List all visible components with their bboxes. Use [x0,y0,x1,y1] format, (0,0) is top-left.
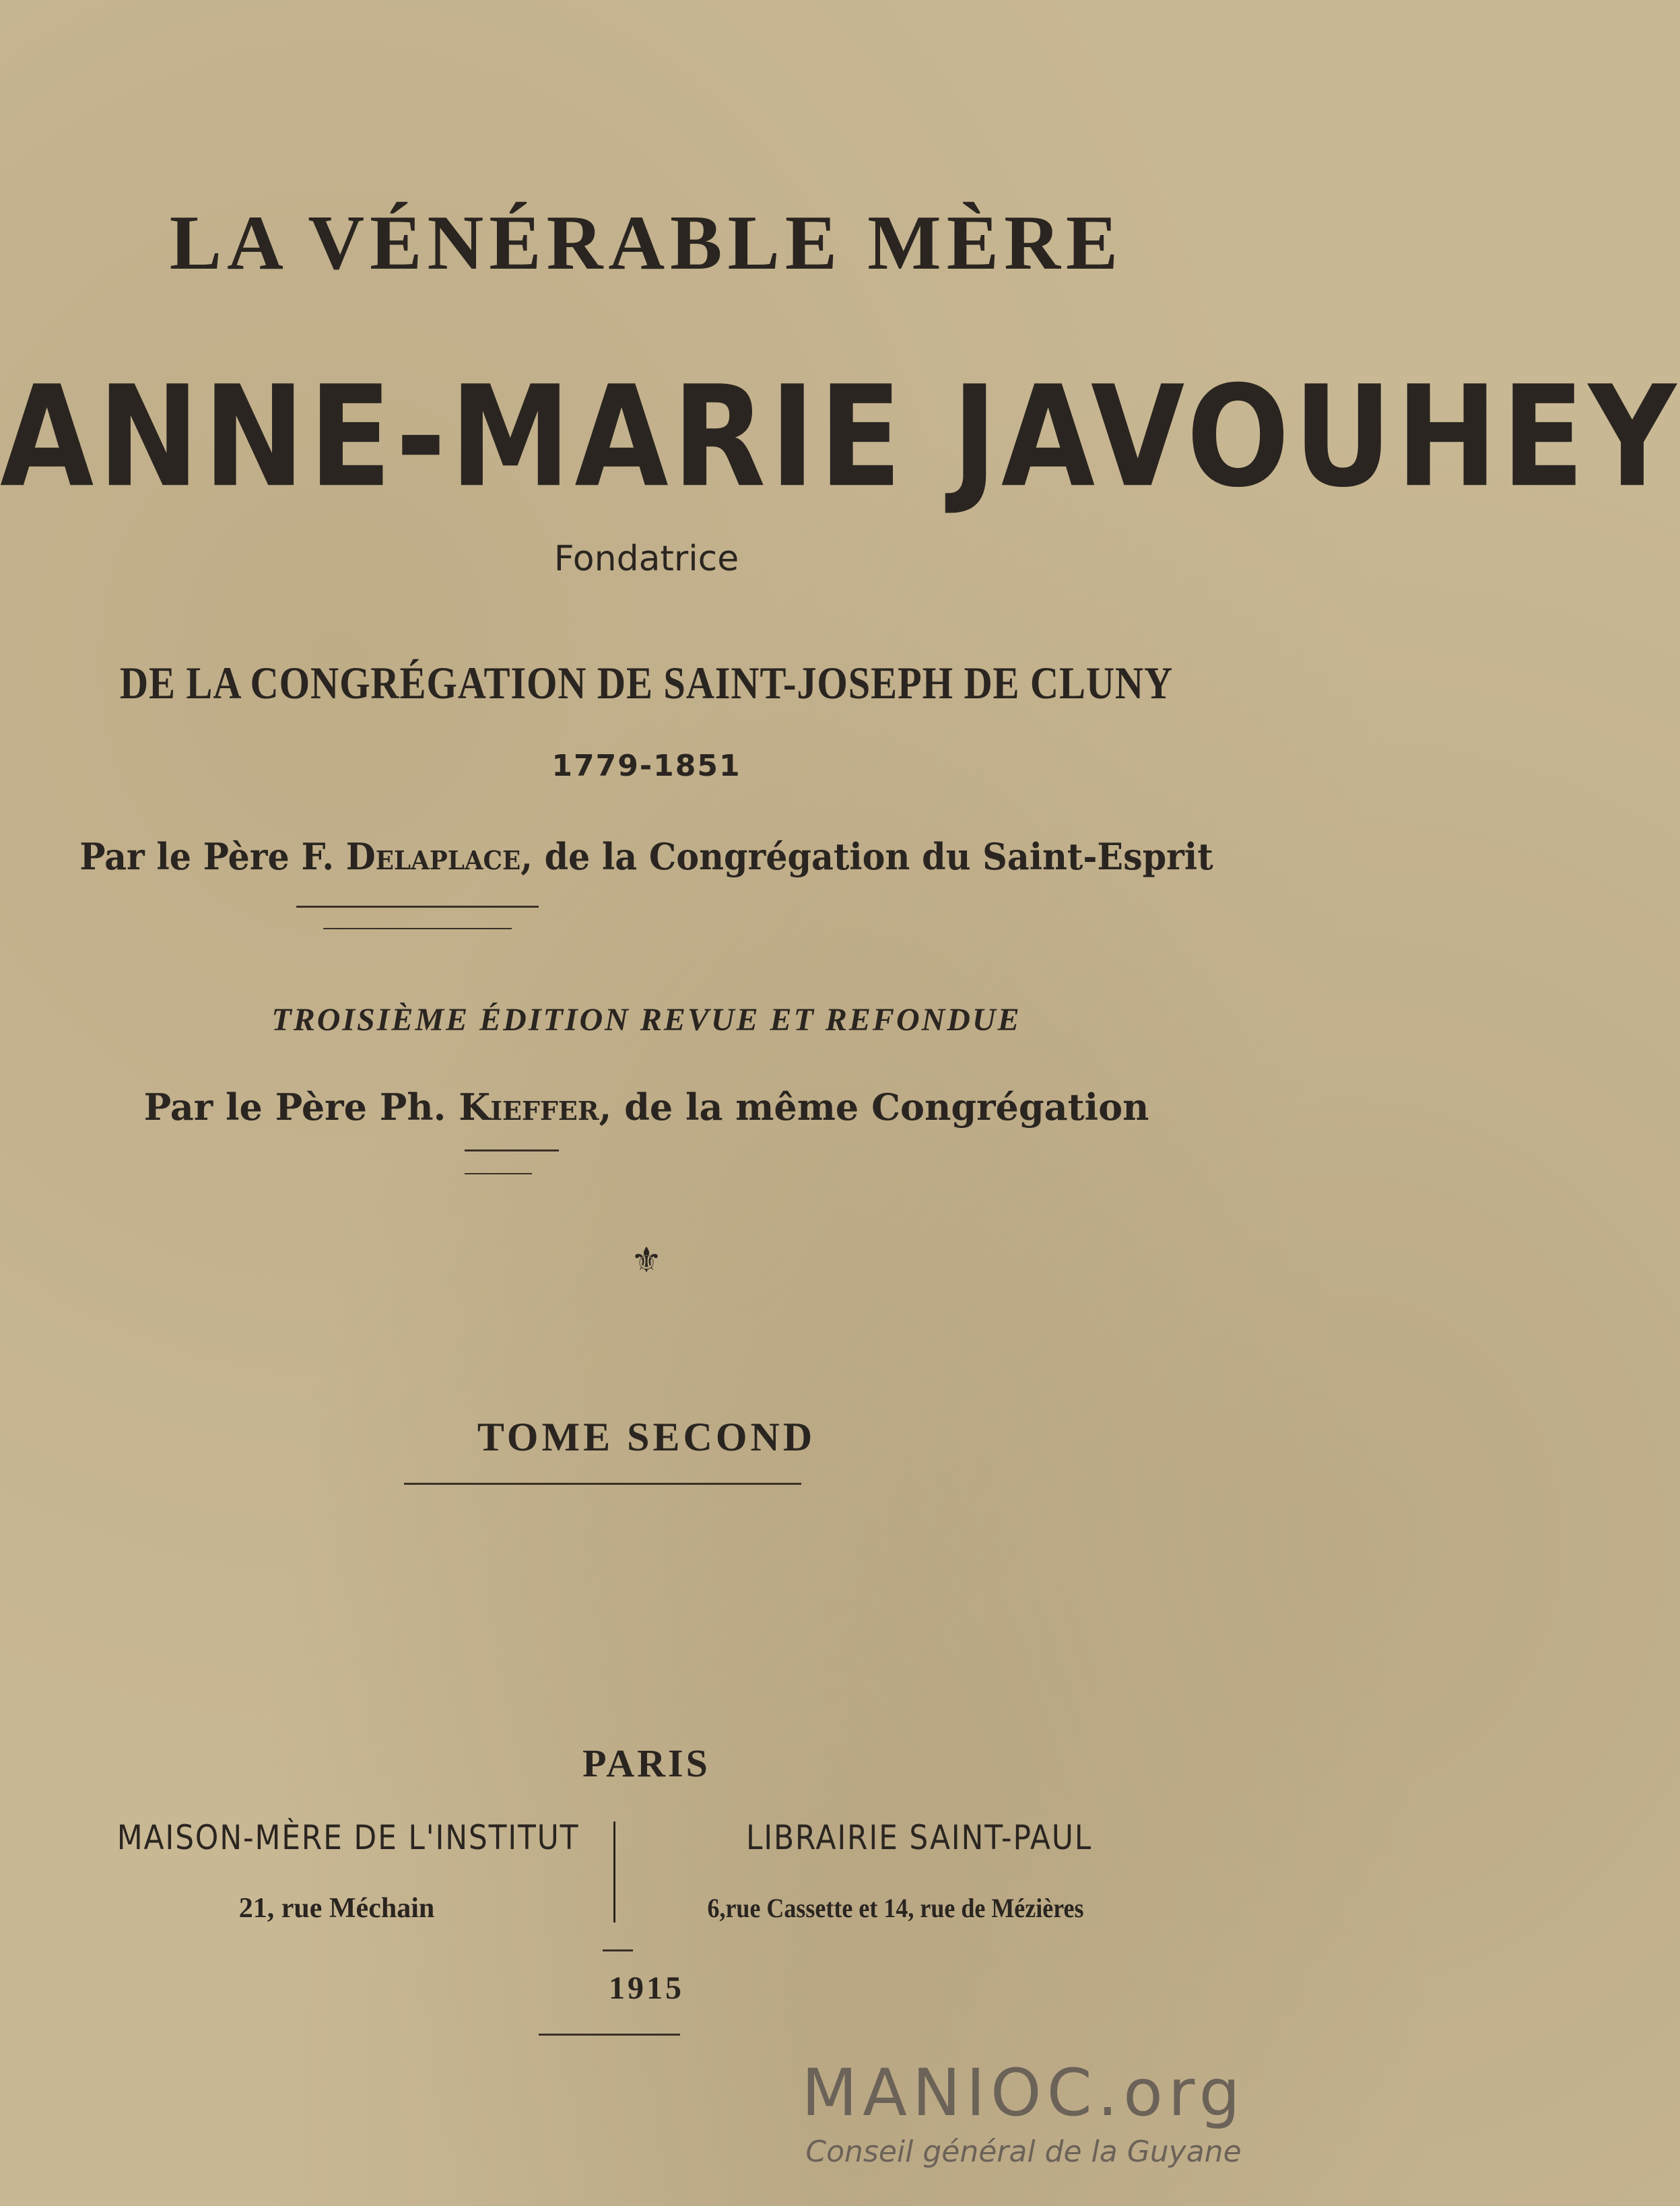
underline-rule [465,1173,532,1174]
publisher-city: PARIS [582,1741,710,1785]
publisher-right-address: 6,rue Cassette et 14, rue de Mézières [707,1893,1084,1923]
author-name: Delaplace [345,835,521,878]
editor-name: Kieffer [459,1085,599,1129]
author-line [39,835,1254,878]
title-congregation: DE LA CONGRÉGATION DE SAINT-JOSEPH DE CLUNY [119,657,1174,708]
column-divider [613,1821,615,1923]
publisher-right-name: LIBRAIRIE SAINT-PAUL [745,1818,1093,1857]
watermark-brand: MANIOC.org [801,2055,1246,2131]
volume-label: TOME SECOND [477,1415,816,1459]
author-suffix: , de la Congrégation du Saint-Esprit [520,835,1213,878]
year-top-rule [603,1949,633,1951]
publisher-left-address: 21, rue Méchain [238,1893,435,1924]
underline-rule [404,1483,801,1485]
editor-prefix: Par le Père Ph. [143,1085,446,1129]
publication-year: 1915 [609,1970,684,2006]
title-line-1: LA VÉNÉRABLE MÈRE [169,200,1124,286]
author-prefix: Par le Père F. [79,835,335,878]
editor-suffix: , de la même Congrégation [599,1085,1149,1129]
title-name: ANNE-MARIE JAVOUHEY [0,356,1680,519]
year-bottom-rule [539,2034,680,2036]
watermark [768,2055,1279,2169]
watermark-subtitle: Conseil général de la Guyane [805,2135,1242,2169]
publisher-left-name: MAISON-MÈRE DE L'INSTITUT [116,1818,580,1857]
underline-rule [296,906,539,908]
editor-line [0,1085,1293,1129]
underline-rule [465,1149,559,1151]
title-dates: 1779-1851 [551,749,741,783]
edition-line: TROISIÈME ÉDITION REVUE ET REFONDUE [271,1002,1021,1038]
title-role: Fondatrice [553,539,739,579]
underline-rule [323,928,512,929]
fleuron-ornament-icon: ⚜ [630,1240,663,1281]
